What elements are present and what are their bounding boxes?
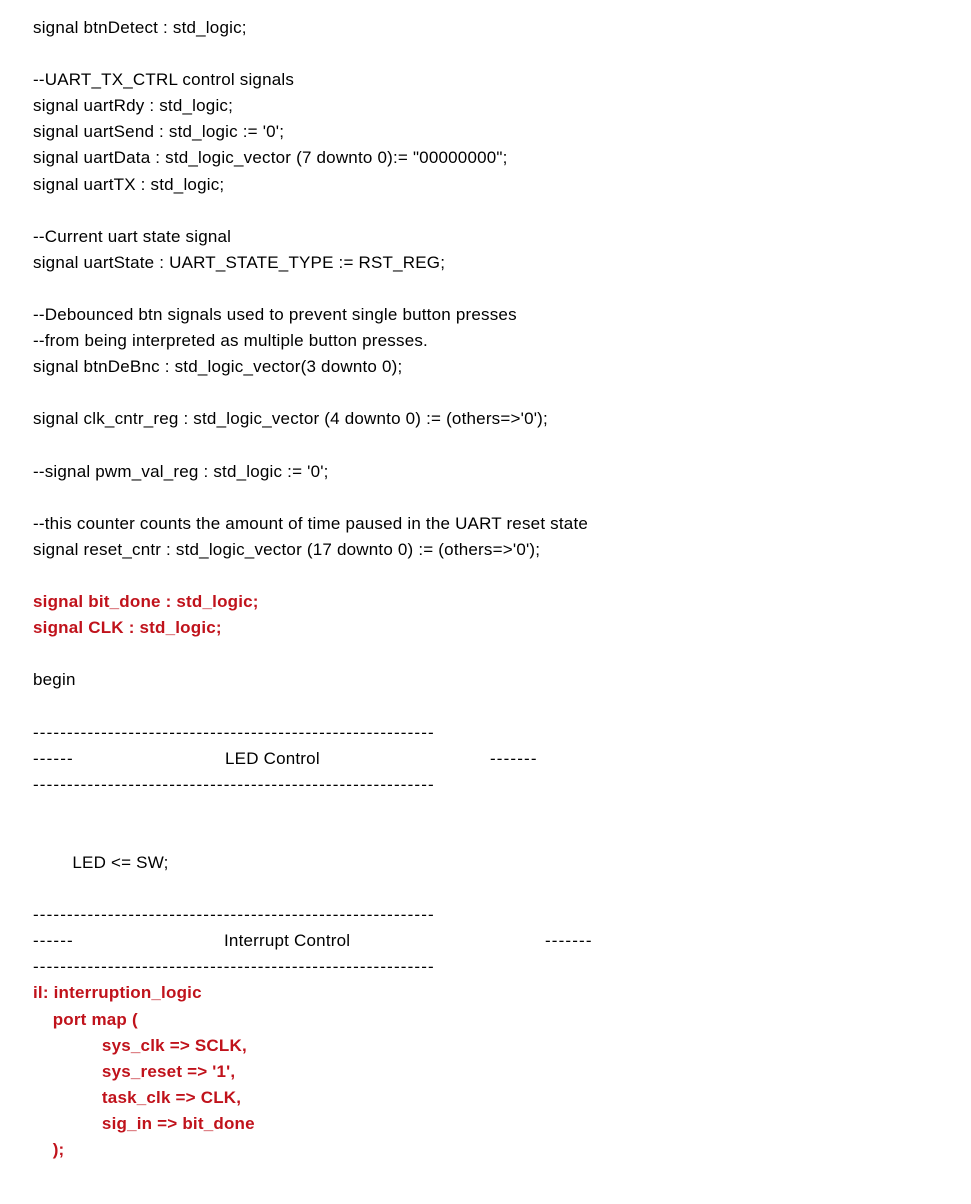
blank-line bbox=[33, 641, 971, 667]
blank-line bbox=[33, 433, 971, 459]
code-line: signal btnDetect : std_logic; bbox=[33, 18, 247, 37]
section-banner bbox=[33, 928, 971, 954]
blank-line bbox=[33, 876, 971, 902]
code-line: --from being interpreted as multiple button presses. bbox=[33, 331, 428, 351]
comment-rule bbox=[33, 902, 971, 928]
code-line: --UART_TX_CTRL control signals bbox=[33, 70, 295, 90]
code-line: signal CLK : std_logic; bbox=[33, 618, 222, 638]
blank-line bbox=[33, 380, 971, 406]
code-line: port map ( bbox=[33, 1009, 138, 1029]
code-line: begin bbox=[33, 670, 76, 690]
blank-line bbox=[33, 563, 971, 589]
rule-dashes: ----------------------------------------------------------- bbox=[33, 957, 435, 977]
section-title: Interrupt Control bbox=[224, 931, 351, 951]
code-line: --Debounced btn signals used to prevent single button presses bbox=[33, 305, 517, 325]
blank-line bbox=[33, 824, 971, 850]
blank-line bbox=[33, 198, 971, 224]
code-line: signal uartTX : std_logic; bbox=[33, 174, 225, 194]
code-line: signal uartData : std_logic_vector (7 downto 0):= "00000000"; bbox=[33, 148, 508, 168]
code-line: ); bbox=[33, 1140, 65, 1160]
banner-left-dashes: ------ bbox=[33, 931, 74, 951]
code-line: signal clk_cntr_reg : std_logic_vector (4 downto 0) := (others=>'0'); bbox=[33, 409, 548, 429]
code-line: --this counter counts the amount of time paused in the UART reset state bbox=[33, 513, 589, 533]
blank-line bbox=[33, 276, 971, 302]
section-banner bbox=[33, 746, 971, 772]
code-line: --Current uart state signal bbox=[33, 226, 232, 246]
code-line: signal uartRdy : std_logic; bbox=[33, 96, 234, 116]
blank-line bbox=[33, 798, 971, 824]
banner-right-dashes: ------- bbox=[490, 748, 538, 768]
section-title: LED Control bbox=[225, 748, 320, 768]
comment-rule bbox=[33, 772, 971, 798]
code-line: signal uartSend : std_logic := '0'; bbox=[33, 122, 285, 142]
blank-line bbox=[33, 41, 971, 67]
rule-dashes: ----------------------------------------------------------- bbox=[33, 905, 435, 925]
code-line: sys_clk => SCLK, bbox=[33, 1035, 247, 1055]
code-line: task_clk => CLK, bbox=[33, 1087, 242, 1107]
code-line: signal bit_done : std_logic; bbox=[33, 592, 259, 612]
banner-right-dashes: ------- bbox=[545, 931, 593, 951]
banner-left-dashes: ------ bbox=[33, 748, 74, 768]
code-line: signal uartState : UART_STATE_TYPE := RST_REG; bbox=[33, 252, 446, 272]
rule-dashes: ----------------------------------------------------------- bbox=[33, 774, 435, 794]
code-line: --signal pwm_val_reg : std_logic := '0'; bbox=[33, 461, 329, 481]
comment-rule bbox=[33, 720, 971, 746]
code-line: sig_in => bit_done bbox=[33, 1113, 255, 1133]
code-line: LED <= SW; bbox=[33, 853, 169, 872]
comment-rule bbox=[33, 954, 971, 980]
blank-line bbox=[33, 485, 971, 511]
blank-line bbox=[33, 693, 971, 719]
rule-dashes: ----------------------------------------------------------- bbox=[33, 722, 435, 742]
code-line: signal btnDeBnc : std_logic_vector(3 downto 0); bbox=[33, 357, 403, 377]
code-line: signal reset_cntr : std_logic_vector (17 downto 0) := (others=>'0'); bbox=[33, 539, 541, 559]
code-line: il: interruption_logic bbox=[33, 983, 202, 1003]
code-line: sys_reset => '1', bbox=[33, 1061, 236, 1081]
